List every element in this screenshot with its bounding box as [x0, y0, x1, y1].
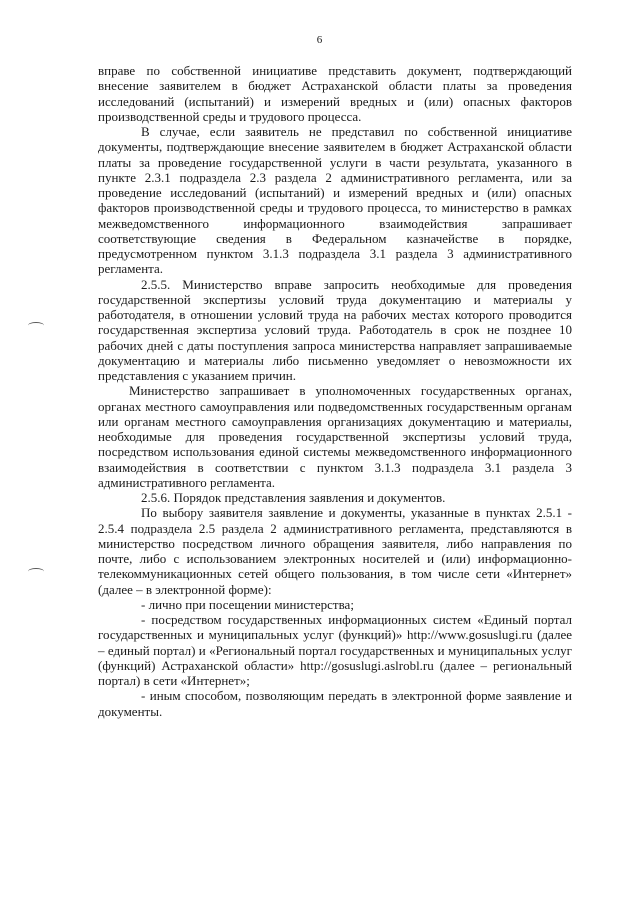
margin-mark — [28, 322, 44, 329]
document-body — [98, 63, 572, 719]
margin-mark — [28, 568, 44, 575]
list-item-portals: - посредством государственных информационных систем «Единый портал государственных и муниципальных услуг (функций)» http://www.gosuslugi.ru (далее – единый портал) и «Региональный портал государственных и муниципальных услуг (функций) Астраханской области» http://gosuslugi.aslrobl.ru (далее – региональный портал) в сети «Интернет»; — [98, 612, 572, 688]
paragraph-2-5-5: 2.5.5. Министерство вправе запросить необходимые для проведения государственной экспертизы условий труда документацию и материалы у работодателя, в отношении условий труда на рабочих местах которого проводится государственная экспертиза условий труда. Работодатель в срок не позднее 10 рабочих дней с даты поступления запроса министерства направляет запрашиваемые документацию и материалы либо письменно уведомляет о невозможности их представления с указанием причин. — [98, 276, 572, 383]
page-number: 6 — [316, 34, 323, 46]
list-item-other-method: - иным способом, позволяющим передать в электронной форме заявление и документы. — [98, 688, 572, 719]
paragraph-continuation: вправе по собственной инициативе представить документ, подтверждающий внесение заявителем в бюджет Астраханской области платы за проведения исследований (испытаний) и измерений вредных и (или) опасных факторов производственной среды и трудового процесса. — [98, 63, 572, 124]
list-item-in-person: - лично при посещении министерства; — [141, 596, 354, 612]
paragraph-federal-treasury-request: В случае, если заявитель не представил по собственной инициативе документы, подтверждающие внесение заявителем в бюджет Астраханской области платы за проведение государственной услуги в части результата, указанного в пункте 2.3.1 подраздела 2.3 раздела 2 административного регламента, или за проведение исследований (испытаний) и измерений вредных и (или) опасных факторов производственной среды и трудового процесса, то министерство в рамках межведомственного информационного взаимодействия запрашивает соответствующие сведения в Федеральном казначействе в порядке, предусмотренном пунктом 3.1.3 подраздела 3.1 раздела 3 административного регламента. — [98, 124, 572, 277]
paragraph-2-5-6-heading: 2.5.6. Порядок представления заявления и документов. — [141, 490, 446, 505]
paragraph-ministry-requests: Министерство запрашивает в уполномоченных государственных органах, органах местного самоуправления или подведомственных государственным органам или органам местного самоуправления организациях документацию и материалы, необходимые для проведения государственной экспертизы условий труда, посредством использования единой системы межведомственного информационного взаимодействия в соответствии с пунктом 3.1.3 подраздела 3.1 раздела 3 административного регламента. — [98, 383, 572, 490]
paragraph-submission-methods: По выбору заявителя заявление и документы, указанные в пунктах 2.5.1 - 2.5.4 подраздела 2.5 раздела 2 административного регламента, представляются в министерство посредством личного обращения заявителя, либо направления по почте, либо с использованием электронных носителей и (или) информационно-телекоммуникационных сетей общего пользования, в том числе сети «Интернет» (далее – в электронной форме): — [98, 505, 572, 597]
